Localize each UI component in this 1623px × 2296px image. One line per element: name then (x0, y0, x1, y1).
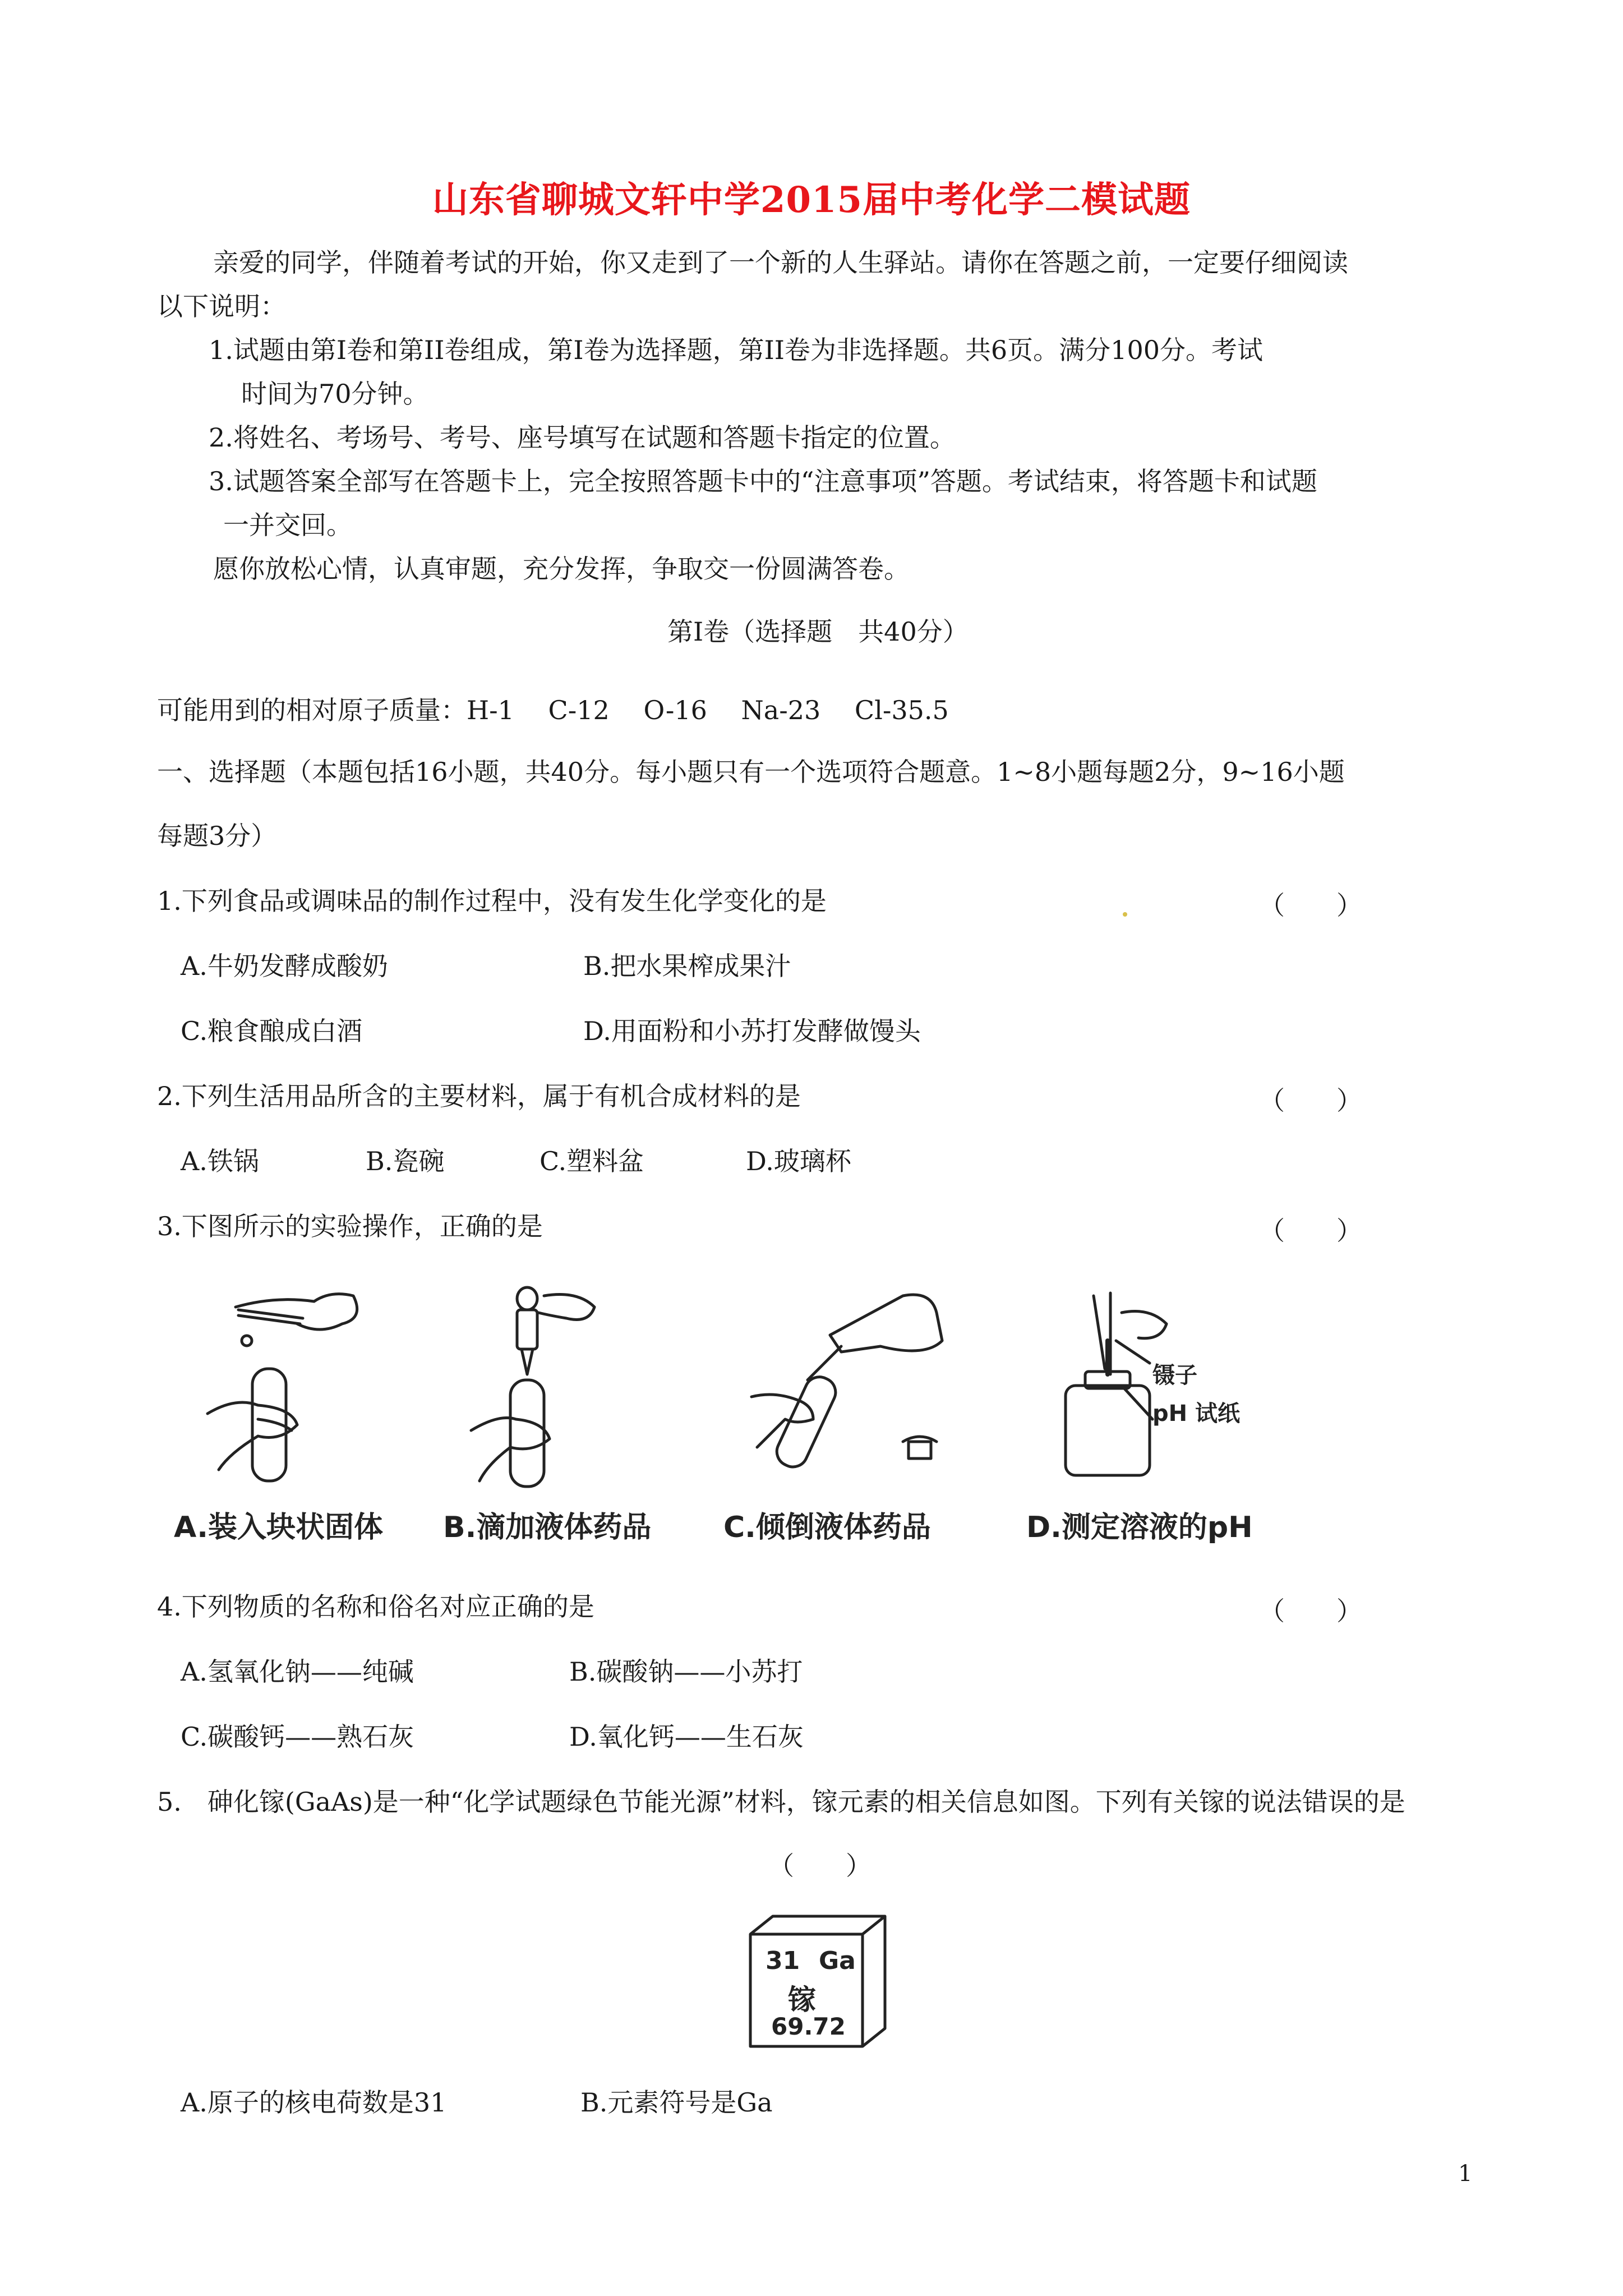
figure-c-caption: C.倾倒液体药品 (723, 1511, 931, 1544)
q1-option-c: C.粮食酿成白酒 (181, 1016, 363, 1046)
question-2-stem: 2.下列生活用品所含的主要材料，属于有机合成材料的是 (157, 1081, 801, 1111)
answer-paren-2: （ ） (1259, 1085, 1362, 1116)
rule-1a: 1.试题由第I卷和第II卷组成，第I卷为选择题，第II卷为非选择题。共6页。满分100分。考试 (209, 335, 1263, 365)
q1-option-d: D.用面粉和小苏打发酵做馒头 (583, 1016, 921, 1046)
q5-option-a: A.原子的核电荷数是31 (181, 2087, 447, 2118)
question-1-stem: 1.下列食品或调味品的制作过程中，没有发生化学变化的是 (157, 886, 827, 916)
q4-option-c: C.碳酸钙——熟石灰 (181, 1722, 414, 1752)
atomic-masses: 可能用到的相对原子质量：H-1 C-12 O-16 Na-23 Cl-35.5 (157, 695, 949, 725)
intro-line-2: 以下说明： (157, 291, 286, 321)
figure-d-caption: D.测定溶液的pH (1026, 1511, 1253, 1544)
rule-3b: 一并交回。 (223, 510, 352, 540)
q2-option-b: B.瓷碗 (366, 1146, 445, 1176)
figure-a-caption: A.装入块状固体 (174, 1511, 383, 1544)
figure-c-pouring-liquid (740, 1285, 953, 1492)
part-heading-line-1: 一、选择题（本题包括16小题，共40分。每小题只有一个选项符合题意。1~8小题每题2分，9~16小题 (157, 757, 1345, 787)
element-symbol: Ga (819, 1947, 856, 1975)
wish-line: 愿你放松心情，认真审题，充分发挥，争取交一份圆满答卷。 (213, 554, 910, 584)
ph-paper-label: pH 试纸 (1152, 1401, 1241, 1427)
stray-mark (1123, 912, 1127, 917)
rule-2: 2.将姓名、考场号、考号、座号填写在试题和答题卡指定的位置。 (209, 422, 956, 453)
rule-1b: 时间为70分钟。 (241, 379, 429, 409)
answer-paren-5: （ ） (768, 1851, 872, 1881)
question-5-stem: 5. 砷化镓(GaAs)是一种“化学试题绿色节能光源”材料，镓元素的相关信息如图。下列有关镓的说法错误的是 (157, 1787, 1405, 1817)
figure-b-caption: B.滴加液体药品 (443, 1511, 652, 1544)
page-number: 1 (1458, 2161, 1473, 2187)
q1-option-b: B.把水果榨成果汁 (583, 951, 791, 981)
question-3-stem: 3.下图所示的实验操作，正确的是 (157, 1211, 543, 1241)
q2-option-d: D.玻璃杯 (746, 1146, 851, 1176)
element-mass: 69.72 (771, 2013, 846, 2040)
element-number: 31 (766, 1947, 800, 1975)
figure-a-solid-into-tube (185, 1285, 398, 1492)
answer-paren-4: （ ） (1259, 1596, 1362, 1626)
q1-option-a: A.牛奶发酵成酸奶 (181, 951, 388, 981)
q4-option-d: D.氧化钙——生石灰 (569, 1722, 804, 1752)
rule-3a: 3.试题答案全部写在答题卡上，完全按照答题卡中的“注意事项”答题。考试结束，将答题卡和试题 (209, 466, 1317, 496)
tweezers-label: 镊子 (1152, 1363, 1197, 1388)
question-4-stem: 4.下列物质的名称和俗名对应正确的是 (157, 1591, 594, 1622)
answer-paren-3: （ ） (1259, 1216, 1362, 1246)
q2-option-c: C.塑料盆 (540, 1146, 644, 1176)
q4-option-a: A.氢氧化钠——纯碱 (181, 1657, 414, 1687)
figure-b-dropper-into-tube (465, 1285, 623, 1498)
answer-paren-1: （ ） (1259, 890, 1362, 921)
section-title: 第I卷（选择题 共40分） (667, 616, 969, 647)
q4-option-b: B.碳酸钠——小苏打 (569, 1657, 803, 1687)
page-title: 山东省聊城文轩中学2015届中考化学二模试题 (432, 179, 1191, 221)
part-heading-line-2: 每题3分） (157, 821, 277, 851)
intro-line-1: 亲爱的同学，伴随着考试的开始，你又走到了一个新的人生驿站。请你在答题之前，一定要仔细阅读 (213, 247, 1348, 278)
q2-option-a: A.铁锅 (181, 1146, 259, 1176)
q5-option-b: B.元素符号是Ga (580, 2087, 773, 2118)
element-name: 镓 (788, 1984, 816, 2016)
